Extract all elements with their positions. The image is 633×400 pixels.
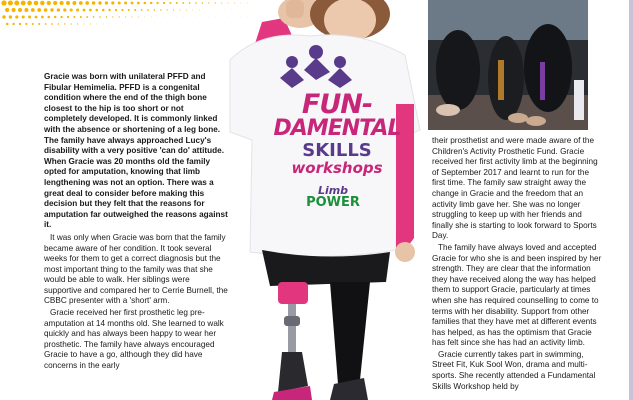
halftone-dot bbox=[151, 17, 152, 18]
martial-arts-photo bbox=[428, 0, 588, 130]
halftone-dot bbox=[47, 1, 51, 5]
limb-power-logo bbox=[298, 185, 368, 210]
halftone-dot bbox=[54, 16, 56, 18]
halftone-dot bbox=[31, 8, 35, 12]
halftone-dot bbox=[132, 17, 133, 18]
halftone-dot bbox=[60, 16, 62, 18]
halftone-dot bbox=[76, 9, 79, 12]
halftone-dot bbox=[111, 1, 114, 4]
halftone-dot bbox=[48, 16, 51, 19]
halftone-dot bbox=[18, 8, 22, 12]
halftone-dot bbox=[2, 15, 5, 18]
halftone-dot bbox=[57, 8, 60, 11]
tshirt-line-skills: SKILLS bbox=[302, 140, 372, 161]
halftone-dot bbox=[119, 16, 120, 17]
halftone-dot bbox=[86, 16, 88, 18]
halftone-dot bbox=[99, 16, 101, 18]
halftone-dot bbox=[66, 1, 70, 5]
halftone-dot bbox=[108, 9, 110, 11]
halftone-dot bbox=[102, 9, 105, 12]
halftone-dot bbox=[195, 2, 197, 4]
halftone-dot bbox=[79, 1, 83, 5]
halftone-dot bbox=[156, 2, 158, 4]
halftone-dot bbox=[144, 2, 147, 5]
halftone-dot bbox=[58, 23, 60, 25]
halftone-dot bbox=[160, 9, 161, 10]
halftone-dot bbox=[45, 23, 47, 25]
halftone-dot bbox=[51, 23, 53, 25]
halftone-dot bbox=[109, 24, 110, 25]
halftone-dot bbox=[96, 24, 97, 25]
halftone-dot bbox=[72, 1, 76, 5]
halftone-dot bbox=[35, 16, 38, 19]
lead-paragraph: Gracie was born with unilateral PFFD and Fibular Hemimelia. PFFD is a congenital condition where the end of the thigh bone closest to the hip is too short or not completely developed. It is commonly linked with the absence or shortening of a leg bone. The family have always approached Lucy's disability with a very positive 'can do' attitude. When Gracie was 20 months old the family opted for amputation, knowing that limb lengthening was not an option. There was a great deal to consider before making this decision but they felt that the reasons for amputation far outweighed the reasons against it. bbox=[44, 72, 228, 230]
halftone-dot bbox=[34, 1, 39, 6]
halftone-dot bbox=[85, 1, 89, 5]
article-column-left bbox=[44, 72, 228, 373]
halftone-dot bbox=[71, 23, 72, 24]
halftone-dot bbox=[83, 23, 84, 24]
halftone-dot bbox=[124, 2, 127, 5]
halftone-dot bbox=[40, 1, 44, 5]
halftone-dot bbox=[98, 1, 101, 4]
halftone-dot bbox=[147, 9, 149, 11]
halftone-dot bbox=[131, 2, 134, 5]
tshirt-print bbox=[262, 89, 412, 177]
halftone-dot bbox=[25, 23, 27, 25]
halftone-dot bbox=[67, 16, 69, 18]
halftone-dot bbox=[70, 8, 73, 11]
halftone-dot bbox=[8, 0, 13, 5]
halftone-dot bbox=[138, 17, 139, 18]
body-paragraph: It was only when Gracie was born that the family became aware of her condition. It took several weeks for them to get a correct diagnosis but the most important thing to the family was that she would be able to walk. Her siblings were supportive and compared her to Cerrie Burnell, the CBBC presenter with a 'short' arm. bbox=[44, 232, 228, 306]
halftone-dot bbox=[90, 24, 91, 25]
halftone-dot bbox=[115, 9, 117, 11]
halftone-dot bbox=[128, 9, 130, 11]
halftone-dot bbox=[63, 8, 66, 11]
body-paragraph: The family have always loved and accepted Gracie for who she is and been inspired by her strength. They are clear that the information they have received along the way has helped them to support Gracie, particularly at times when she has required counselling to come to terms with her disability. Support from other families that they have met at different events has helped, as has the optimism that Gracie has felt since she has had an activity limb. bbox=[432, 242, 602, 348]
halftone-dot bbox=[125, 16, 126, 17]
tshirt-line-workshops: workshops bbox=[291, 159, 383, 177]
page-edge-strip bbox=[629, 0, 633, 400]
halftone-dot bbox=[106, 16, 107, 17]
halftone-dot bbox=[28, 16, 31, 19]
halftone-dot bbox=[38, 23, 40, 25]
halftone-dot bbox=[95, 9, 98, 12]
halftone-dot bbox=[80, 16, 82, 18]
halftone-dot bbox=[5, 8, 9, 12]
halftone-dot bbox=[173, 9, 174, 10]
halftone-dot bbox=[92, 1, 96, 5]
halftone-dot bbox=[24, 8, 28, 12]
tshirt-line-damental: DAMENTAL bbox=[273, 116, 401, 141]
halftone-dot bbox=[21, 1, 26, 6]
halftone-dot bbox=[137, 2, 140, 5]
limb-power-logo-power: POWER bbox=[306, 195, 360, 210]
body-paragraph: Gracie received her first prosthetic leg pre-amputation at 14 months old. She learned to walk quickly and has always been happy to wear her prosthetic. The family have always encouraged Gracie to have a go, although they did have concerns in the early bbox=[44, 308, 224, 371]
halftone-dot bbox=[12, 8, 16, 12]
halftone-dot bbox=[44, 8, 48, 12]
halftone-dot bbox=[27, 1, 32, 6]
halftone-dot bbox=[176, 2, 178, 4]
halftone-dot bbox=[73, 16, 75, 18]
halftone-dot bbox=[141, 9, 143, 11]
article-column-right bbox=[432, 136, 602, 393]
halftone-dot bbox=[1, 0, 6, 5]
halftone-dot bbox=[64, 23, 65, 24]
halftone-dot bbox=[19, 23, 21, 25]
halftone-dot bbox=[14, 1, 19, 6]
halftone-dot bbox=[12, 23, 14, 25]
halftone-dot bbox=[182, 2, 184, 4]
halftone-dot bbox=[77, 23, 78, 24]
halftone-dot bbox=[186, 10, 187, 11]
body-paragraph: their prosthetist and were made aware of the Children's Activity Prosthetic Fund. Gracie received her first activity limb at the beginning of September 2017 and learnt to run for the first time. The family saw straight away the change in Gracie and the freedom that an activity limb gave her. She was no longer struggling to keep up with her friends and finally she is starting to look forward to Sports Day. bbox=[432, 136, 598, 241]
halftone-dot bbox=[118, 1, 121, 4]
halftone-dot bbox=[163, 2, 165, 4]
halftone-dot bbox=[189, 2, 191, 4]
halftone-dot bbox=[103, 24, 104, 25]
halftone-dot bbox=[154, 9, 156, 11]
limb-power-logo-limb: Limb bbox=[317, 184, 349, 197]
halftone-dot bbox=[15, 15, 18, 18]
halftone-dot bbox=[105, 1, 108, 4]
halftone-dot bbox=[32, 23, 34, 25]
halftone-dot bbox=[50, 8, 53, 11]
child-photo bbox=[200, 0, 445, 400]
halftone-dot bbox=[192, 10, 193, 11]
halftone-dot bbox=[144, 17, 145, 18]
halftone-dot bbox=[134, 9, 136, 11]
body-paragraph: Gracie currently takes part in swimming, Street Fit, Kuk Sool Won, drama and multi-sports. She recently attended a Fundamental Skills Workshop held by bbox=[432, 349, 596, 391]
halftone-dot bbox=[112, 16, 113, 17]
halftone-dot bbox=[37, 8, 41, 12]
halftone-dot bbox=[89, 9, 92, 12]
halftone-dot bbox=[150, 2, 152, 4]
halftone-dot bbox=[121, 9, 123, 11]
halftone-dot bbox=[60, 1, 64, 5]
halftone-dot bbox=[6, 23, 9, 26]
halftone-dot bbox=[157, 17, 158, 18]
halftone-dot bbox=[169, 2, 171, 4]
halftone-dot bbox=[41, 16, 44, 19]
halftone-dot bbox=[22, 15, 25, 18]
tshirt-line-fun: FUN- bbox=[301, 89, 373, 120]
halftone-dot bbox=[167, 9, 168, 10]
halftone-dot bbox=[93, 16, 95, 18]
halftone-dot bbox=[83, 9, 86, 12]
halftone-dot bbox=[9, 15, 12, 18]
halftone-dot bbox=[53, 1, 57, 5]
halftone-dot bbox=[179, 9, 180, 10]
